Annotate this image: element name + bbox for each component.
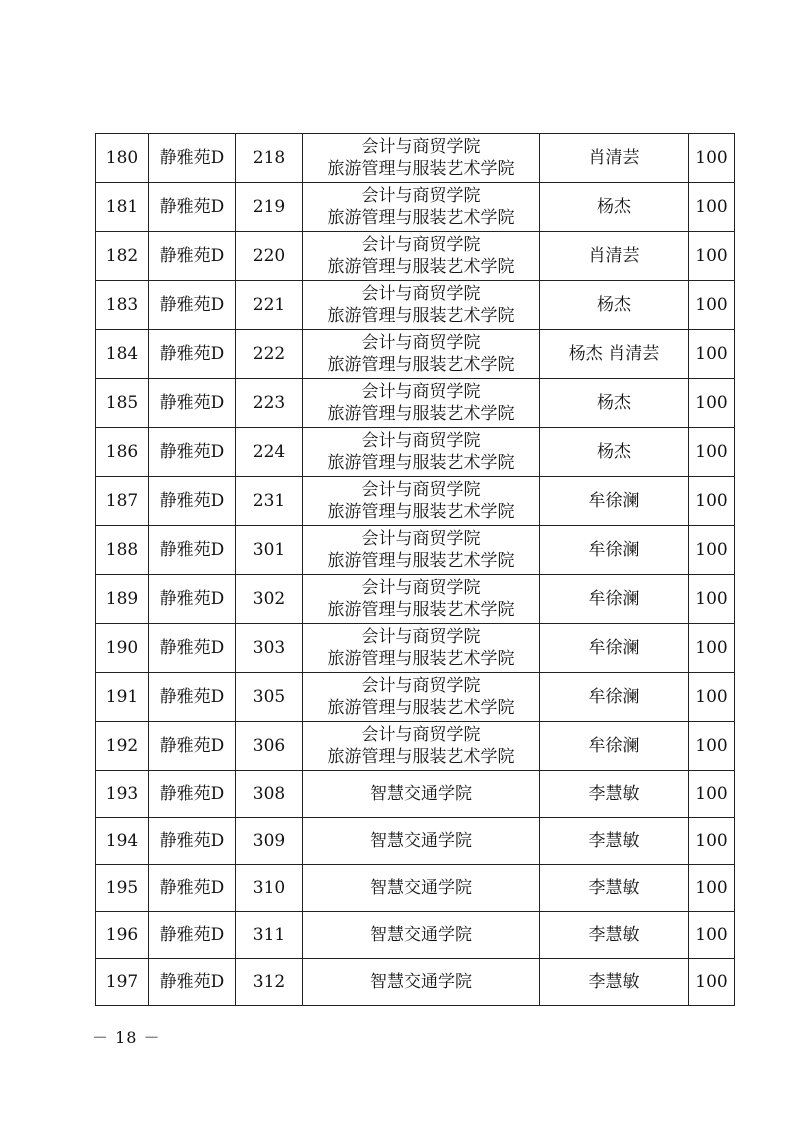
room-number-cell: 306 xyxy=(236,722,303,771)
row-number-cell: 186 xyxy=(96,428,149,477)
building-cell: 静雅苑D xyxy=(149,232,236,281)
college-cell xyxy=(303,624,540,673)
score-cell: 100 xyxy=(689,526,735,575)
table-row xyxy=(96,959,735,1006)
college-name: 旅游管理与服装艺术学院 xyxy=(327,502,515,522)
score-cell: 100 xyxy=(689,959,735,1006)
score-cell: 100 xyxy=(689,379,735,428)
college-cell xyxy=(303,771,540,818)
college-cell xyxy=(303,330,540,379)
college-cell xyxy=(303,865,540,912)
table-row xyxy=(96,232,735,281)
row-number-cell: 183 xyxy=(96,281,149,330)
college-name: 智慧交通学院 xyxy=(370,784,472,804)
room-number-cell: 219 xyxy=(236,183,303,232)
row-number-cell: 182 xyxy=(96,232,149,281)
room-number-cell: 223 xyxy=(236,379,303,428)
score-cell: 100 xyxy=(689,673,735,722)
room-number-cell: 310 xyxy=(236,865,303,912)
room-number-cell: 308 xyxy=(236,771,303,818)
room-number-cell: 222 xyxy=(236,330,303,379)
score-cell: 100 xyxy=(689,912,735,959)
college-name: 会计与商贸学院 xyxy=(361,578,481,598)
college-cell xyxy=(303,912,540,959)
score-cell: 100 xyxy=(689,818,735,865)
row-number-cell: 191 xyxy=(96,673,149,722)
college-cell xyxy=(303,959,540,1006)
counselor-cell: 李慧敏 xyxy=(540,771,689,818)
counselor-cell: 杨杰 xyxy=(540,428,689,477)
row-number-cell: 189 xyxy=(96,575,149,624)
college-cell xyxy=(303,526,540,575)
college-name: 会计与商贸学院 xyxy=(361,431,481,451)
counselor-cell: 李慧敏 xyxy=(540,865,689,912)
row-number-cell: 196 xyxy=(96,912,149,959)
row-number-cell: 188 xyxy=(96,526,149,575)
college-name: 旅游管理与服装艺术学院 xyxy=(327,747,515,767)
college-name: 会计与商贸学院 xyxy=(361,676,481,696)
room-number-cell: 309 xyxy=(236,818,303,865)
table-row xyxy=(96,818,735,865)
row-number-cell: 187 xyxy=(96,477,149,526)
building-cell: 静雅苑D xyxy=(149,722,236,771)
counselor-cell: 牟徐澜 xyxy=(540,575,689,624)
score-cell: 100 xyxy=(689,232,735,281)
room-number-cell: 224 xyxy=(236,428,303,477)
table-row xyxy=(96,330,735,379)
row-number-cell: 180 xyxy=(96,134,149,183)
row-number-cell: 181 xyxy=(96,183,149,232)
college-name: 会计与商贸学院 xyxy=(361,480,481,500)
score-cell: 100 xyxy=(689,477,735,526)
counselor-cell: 杨杰 肖清芸 xyxy=(540,330,689,379)
college-name: 会计与商贸学院 xyxy=(361,137,481,157)
college-name: 旅游管理与服装艺术学院 xyxy=(327,306,515,326)
college-name: 会计与商贸学院 xyxy=(361,333,481,353)
college-cell xyxy=(303,281,540,330)
score-cell: 100 xyxy=(689,134,735,183)
room-number-cell: 221 xyxy=(236,281,303,330)
college-cell xyxy=(303,722,540,771)
score-cell: 100 xyxy=(689,575,735,624)
college-name: 旅游管理与服装艺术学院 xyxy=(327,698,515,718)
college-name: 会计与商贸学院 xyxy=(361,529,481,549)
row-number-cell: 197 xyxy=(96,959,149,1006)
room-number-cell: 305 xyxy=(236,673,303,722)
table-row xyxy=(96,865,735,912)
counselor-cell: 杨杰 xyxy=(540,183,689,232)
room-number-cell: 218 xyxy=(236,134,303,183)
score-cell: 100 xyxy=(689,281,735,330)
counselor-cell: 牟徐澜 xyxy=(540,673,689,722)
table-row xyxy=(96,379,735,428)
college-name: 旅游管理与服装艺术学院 xyxy=(327,159,515,179)
counselor-cell: 肖清芸 xyxy=(540,232,689,281)
college-cell xyxy=(303,379,540,428)
counselor-cell: 牟徐澜 xyxy=(540,722,689,771)
building-cell: 静雅苑D xyxy=(149,379,236,428)
college-cell xyxy=(303,183,540,232)
college-name: 旅游管理与服装艺术学院 xyxy=(327,208,515,228)
table-row xyxy=(96,428,735,477)
college-cell xyxy=(303,673,540,722)
college-name: 会计与商贸学院 xyxy=(361,235,481,255)
score-cell: 100 xyxy=(689,428,735,477)
table-row xyxy=(96,526,735,575)
building-cell: 静雅苑D xyxy=(149,575,236,624)
dormitory-score-table xyxy=(95,133,735,1006)
score-cell: 100 xyxy=(689,865,735,912)
building-cell: 静雅苑D xyxy=(149,428,236,477)
building-cell: 静雅苑D xyxy=(149,865,236,912)
building-cell: 静雅苑D xyxy=(149,673,236,722)
college-name: 智慧交通学院 xyxy=(370,878,472,898)
row-number-cell: 193 xyxy=(96,771,149,818)
counselor-cell: 牟徐澜 xyxy=(540,526,689,575)
college-name: 旅游管理与服装艺术学院 xyxy=(327,453,515,473)
score-cell: 100 xyxy=(689,722,735,771)
table-row xyxy=(96,673,735,722)
building-cell: 静雅苑D xyxy=(149,959,236,1006)
row-number-cell: 190 xyxy=(96,624,149,673)
college-name: 会计与商贸学院 xyxy=(361,725,481,745)
row-number-cell: 194 xyxy=(96,818,149,865)
college-cell xyxy=(303,428,540,477)
row-number-cell: 192 xyxy=(96,722,149,771)
building-cell: 静雅苑D xyxy=(149,818,236,865)
college-name: 旅游管理与服装艺术学院 xyxy=(327,257,515,277)
room-number-cell: 311 xyxy=(236,912,303,959)
counselor-cell: 牟徐澜 xyxy=(540,477,689,526)
table-row xyxy=(96,912,735,959)
row-number-cell: 184 xyxy=(96,330,149,379)
counselor-cell: 牟徐澜 xyxy=(540,624,689,673)
college-name: 会计与商贸学院 xyxy=(361,284,481,304)
room-number-cell: 312 xyxy=(236,959,303,1006)
building-cell: 静雅苑D xyxy=(149,183,236,232)
table-row xyxy=(96,575,735,624)
college-cell xyxy=(303,575,540,624)
table-row xyxy=(96,722,735,771)
table-row xyxy=(96,771,735,818)
college-name: 旅游管理与服装艺术学院 xyxy=(327,551,515,571)
room-number-cell: 302 xyxy=(236,575,303,624)
table-body xyxy=(96,134,735,1006)
counselor-cell: 李慧敏 xyxy=(540,912,689,959)
room-number-cell: 231 xyxy=(236,477,303,526)
table-row xyxy=(96,134,735,183)
counselor-cell: 李慧敏 xyxy=(540,818,689,865)
building-cell: 静雅苑D xyxy=(149,330,236,379)
college-name: 会计与商贸学院 xyxy=(361,382,481,402)
table-row xyxy=(96,183,735,232)
building-cell: 静雅苑D xyxy=(149,477,236,526)
page-number: － 18 － xyxy=(92,1028,161,1047)
building-cell: 静雅苑D xyxy=(149,134,236,183)
college-cell xyxy=(303,232,540,281)
building-cell: 静雅苑D xyxy=(149,281,236,330)
score-cell: 100 xyxy=(689,330,735,379)
college-name: 智慧交通学院 xyxy=(370,831,472,851)
room-number-cell: 303 xyxy=(236,624,303,673)
room-number-cell: 301 xyxy=(236,526,303,575)
college-name: 会计与商贸学院 xyxy=(361,186,481,206)
counselor-cell: 杨杰 xyxy=(540,379,689,428)
row-number-cell: 195 xyxy=(96,865,149,912)
college-name: 旅游管理与服装艺术学院 xyxy=(327,649,515,669)
score-cell: 100 xyxy=(689,183,735,232)
row-number-cell: 185 xyxy=(96,379,149,428)
building-cell: 静雅苑D xyxy=(149,624,236,673)
table-row xyxy=(96,624,735,673)
counselor-cell: 杨杰 xyxy=(540,281,689,330)
building-cell: 静雅苑D xyxy=(149,912,236,959)
building-cell: 静雅苑D xyxy=(149,771,236,818)
score-cell: 100 xyxy=(689,771,735,818)
room-number-cell: 220 xyxy=(236,232,303,281)
college-name: 旅游管理与服装艺术学院 xyxy=(327,600,515,620)
table-row xyxy=(96,477,735,526)
college-cell xyxy=(303,477,540,526)
score-cell: 100 xyxy=(689,624,735,673)
table-row xyxy=(96,281,735,330)
counselor-cell: 李慧敏 xyxy=(540,959,689,1006)
college-name: 旅游管理与服装艺术学院 xyxy=(327,404,515,424)
counselor-cell: 肖清芸 xyxy=(540,134,689,183)
college-name: 智慧交通学院 xyxy=(370,925,472,945)
building-cell: 静雅苑D xyxy=(149,526,236,575)
college-cell xyxy=(303,134,540,183)
college-name: 旅游管理与服装艺术学院 xyxy=(327,355,515,375)
college-cell xyxy=(303,818,540,865)
college-name: 会计与商贸学院 xyxy=(361,627,481,647)
college-name: 智慧交通学院 xyxy=(370,972,472,992)
